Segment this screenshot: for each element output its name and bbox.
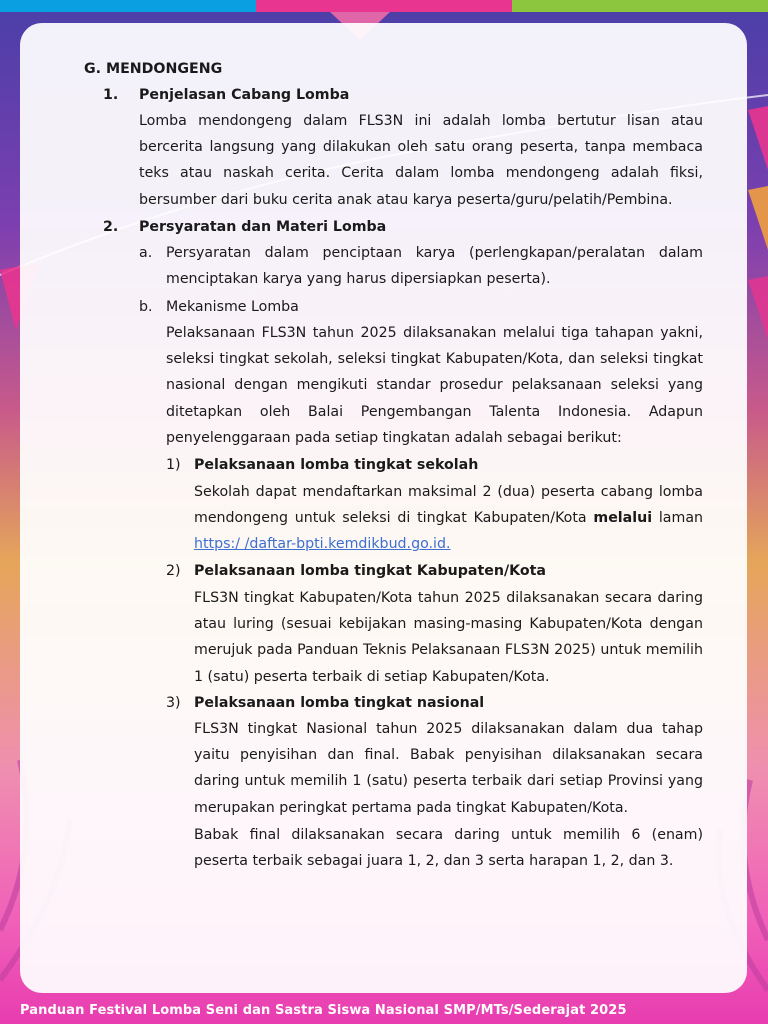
step3-text: FLS3N tingkat Nasional tahun 2025 dilaksanakan dalam dua tahap yaitu penyisihan dan final. Babak penyisihan dilaksanakan secara daring untuk memilih 1 (satu) peserta terbaik dari setiap Provinsi yang merupakan peringkat pertama pada tingkat Kabupaten/Kota.: [194, 721, 703, 816]
step2-text: FLS3N tingkat Kabupaten/Kota tahun 2025 dilaksanakan secara daring atau luring (sesuai kebijakan masing-masing Kabupaten/Kota dengan merujuk pada Panduan Teknis Pelaksanaan FLS3N 2025) untuk memilih 1 (satu) peserta terbaik di setiap Kabupaten/Kota.: [194, 590, 703, 685]
step3-number: 3): [166, 695, 181, 711]
item1-heading: Penjelasan Cabang Lomba: [139, 87, 350, 103]
step1-bold-word: melalui: [593, 510, 653, 527]
step1-title: Pelaksanaan lomba tingkat sekolah: [194, 457, 479, 473]
page-footer: Panduan Festival Lomba Seni dan Sastra Siswa Nasional SMP/MTs/Sederajat 2025: [20, 1003, 627, 1018]
step3-title: Pelaksanaan lomba tingkat nasional: [194, 695, 485, 711]
step1-number: 1): [166, 457, 181, 473]
item2b-intro: Pelaksanaan FLS3N tahun 2025 dilaksanakan melalui tiga tahapan yakni, seleksi tingkat sekolah, seleksi tingkat Kabupaten/Kota, dan seleksi tingkat nasional dengan mengikuti standar prosedur pelaksanaan seleksi yang ditetapkan oleh Balai Pengembangan Talenta Indonesia. Adapun penyelenggaraan pada setiap tingkatan adalah sebagai berikut:: [166, 325, 703, 446]
step3-text-final: Babak final dilaksanakan secara daring untuk memilih 6 (enam) peserta terbaik sebagai juara 1, 2, dan 3 serta harapan 1, 2, dan 3.: [194, 827, 703, 870]
item2a-text: Persyaratan dalam penciptaan karya (perlengkapan/peralatan dalam menciptakan karya yang harus dipersiapkan peserta).: [166, 245, 703, 288]
section-title: G. MENDONGENG: [84, 61, 223, 77]
item2-heading: Persyaratan dan Materi Lomba: [139, 219, 387, 235]
item2a-label: a.: [139, 245, 153, 261]
item2b-title: Mekanisme Lomba: [166, 299, 299, 315]
item1-number: 1.: [103, 87, 119, 103]
item2b-label: b.: [139, 299, 153, 315]
item1-body: Lomba mendongeng dalam FLS3N ini adalah lomba bertutur lisan atau bercerita langsung yang dilakukan oleh satu orang peserta, tanpa membaca teks atau naskah cerita. Cerita dalam lomba mendongeng adalah fiksi, bersumber dari buku cerita anak atau karya peserta/guru/pelatih/Pembina.: [139, 113, 703, 208]
step1-text-after: laman: [658, 510, 704, 527]
step2-title: Pelaksanaan lomba tingkat Kabupaten/Kota: [194, 563, 546, 579]
registration-link[interactable]: https:/ /daftar-bpti.kemdikbud.go.id.: [194, 536, 451, 553]
step1-text: [194, 479, 703, 558]
step1-text-before: Sekolah dapat mendaftarkan maksimal 2 (dua) peserta cabang lomba mendongeng untuk seleksi di tingkat Kabupaten/Kota: [194, 484, 703, 527]
step2-number: 2): [166, 563, 181, 579]
item2-number: 2.: [103, 219, 119, 235]
